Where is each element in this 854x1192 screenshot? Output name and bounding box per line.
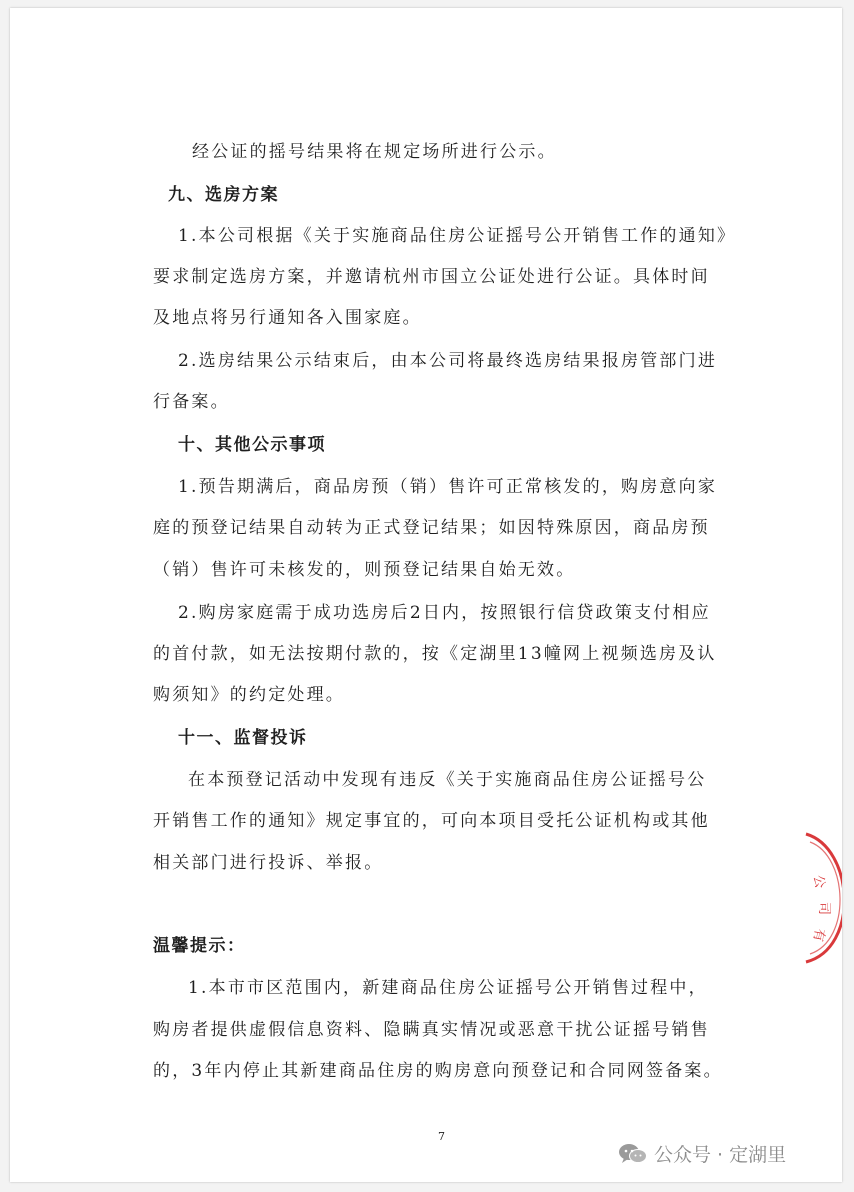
paragraph-line: 开销售工作的通知》规定事宜的，可向本项目受托公证机构或其他 [153,811,710,831]
paragraph-line: 的，3年内停止其新建商品住房的购房意向预登记和合同网签备案。 [153,1061,723,1081]
paragraph-line: 及地点将另行通知各入围家庭。 [153,308,422,328]
section-heading: 十、其他公示事项 [178,435,326,455]
paragraph-line: 2.选房结果公示结束后，由本公司将最终选房结果报房管部门进 [178,351,718,371]
paragraph-line: 1.预告期满后，商品房预（销）售许可正常核发的，购房意向家 [178,477,718,497]
paragraph-line: 1.本公司根据《关于实施商品住房公证摇号公开销售工作的通知》 [178,226,737,246]
watermark [618,1140,786,1167]
section-heading: 十一、监督投诉 [178,728,308,748]
paragraph-line: 相关部门进行投诉、举报。 [153,853,384,873]
paragraph-line: 的首付款，如无法按期付款的，按《定湖里13幢网上视频选房及认 [153,644,717,664]
wechat-icon [618,1142,648,1166]
paragraph-line: 在本预登记活动中发现有违反《关于实施商品住房公证摇号公 [188,770,707,790]
paragraph-line: 庭的预登记结果自动转为正式登记结果；如因特殊原因，商品房预 [153,518,710,538]
document-page [10,8,842,1182]
page-number: 7 [438,1130,445,1143]
paragraph-line: 经公证的摇号结果将在规定场所进行公示。 [192,142,557,162]
paragraph-line: 购须知》的约定处理。 [153,685,345,705]
paragraph-line: 要求制定选房方案，并邀请杭州市国立公证处进行公证。具体时间 [153,267,710,287]
svg-text:有: 有 [809,927,827,943]
svg-text:司: 司 [816,902,831,916]
paragraph-line: 1.本市市区范围内，新建商品住房公证摇号公开销售过程中， [188,978,708,998]
svg-text:公: 公 [810,874,828,890]
paragraph-line: 2.购房家庭需于成功选房后2日内，按照银行信贷政策支付相应 [178,603,711,623]
tips-heading: 温馨提示： [153,936,246,956]
section-heading: 九、选房方案 [168,185,279,205]
watermark-label: 公众号 · 定湖里 [654,1144,787,1166]
paragraph-line: （销）售许可未核发的，则预登记结果自始无效。 [153,560,576,580]
seal-stamp [794,828,842,968]
paragraph-line: 行备案。 [153,392,230,412]
paragraph-line: 购房者提供虚假信息资料、隐瞒真实情况或恶意干扰公证摇号销售 [153,1020,710,1040]
